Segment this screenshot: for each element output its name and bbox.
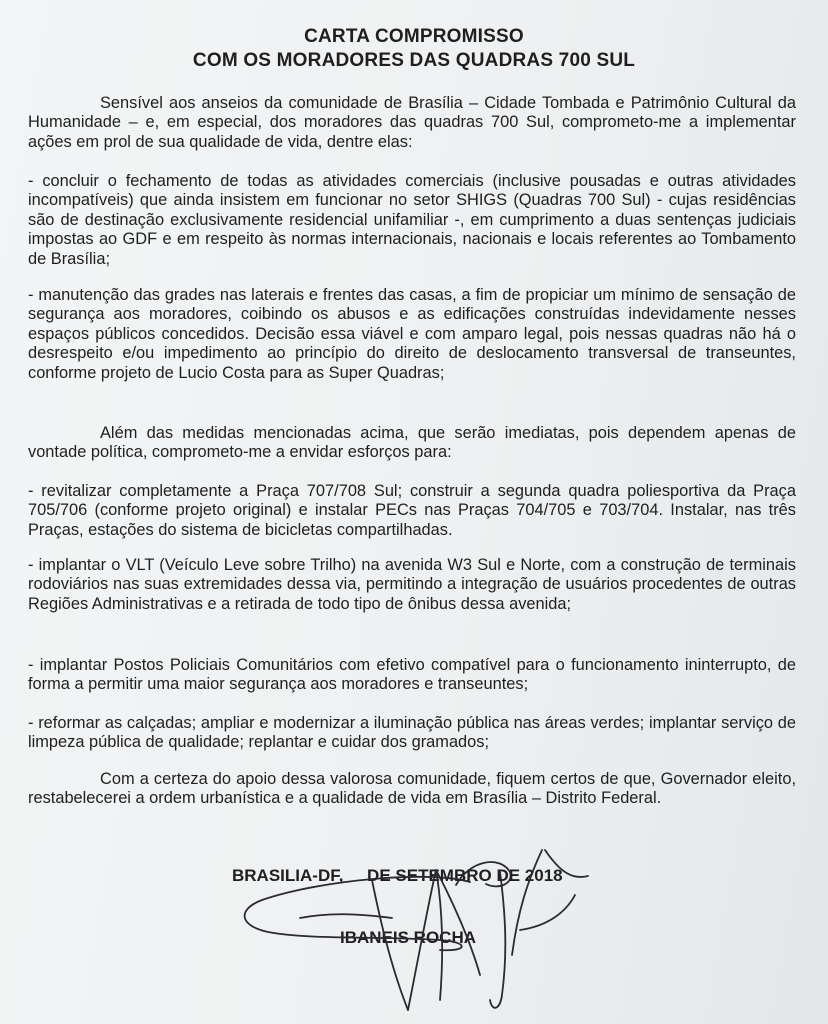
place-date-line: BRASILIA-DF, DE SETEMBRO DE 2018 <box>232 866 563 885</box>
paragraph-further-measures: Além das medidas mencionadas acima, que serão imediatas, pois dependem apenas de vontade política, comprometo-me a envidar esforços para: <box>28 424 796 462</box>
signer-name: IBANEIS ROCHA <box>340 928 477 947</box>
paragraph-sidewalks: - reformar as calçadas; ampliar e modernizar a iluminação pública nas áreas verdes; implantar serviço de limpeza pública de qualidade; replantar e cuidar dos gramados; <box>28 714 796 752</box>
paragraph-intro: Sensível aos anseios da comunidade de Brasília – Cidade Tombada e Patrimônio Cultural da Humanidade – e, em especial, dos moradores das quadras 700 Sul, comprometo-me a implementar ações em prol de sua qualidade de vida, dentre elas: <box>28 94 796 151</box>
paragraph-commercial-closure: - concluir o fechamento de todas as atividades comerciais (inclusive pousadas e outras atividades incompatíveis) que ainda insistem em funcionar no setor SHIGS (Quadras 700 Sul) - cujas residências são de destinação exclusivamente residencial unifamiliar -, em cumprimento a duas sentenças judiciais impostas ao GDF e em respeito às normas internacionais, nacionais e locais referentes ao Tombamento de Brasília; <box>28 172 796 268</box>
paragraph-vlt: - implantar o VLT (Veículo Leve sobre Trilho) na avenida W3 Sul e Norte, com a construção de terminais rodoviários nas suas extremidades dessa via, permitindo a integração de usuários procedentes de outras Regiões Administrativas e a retirada de todo tipo de ônibus dessa avenida; <box>28 556 796 613</box>
paragraph-police: - implantar Postos Policiais Comunitários com efetivo compatível para o funcionamento ininterrupto, de forma a permitir uma maior segurança aos moradores e transeuntes; <box>28 656 796 694</box>
paragraph-squares: - revitalizar completamente a Praça 707/708 Sul; construir a segunda quadra poliesportiva da Praça 705/706 (conforme projeto original) e instalar PECs nas Praças 704/705 e 703/704. Instalar, nas três Praças, estações do sistema de bicicletas compartilhadas. <box>28 482 796 539</box>
paragraph-fences: - manutenção das grades nas laterais e frentes das casas, a fim de propiciar um mínimo de sensação de segurança aos moradores, coibindo os abusos e as edificações construídas indevidamente nesses espaços públicos concedidos. Decisão essa viável e com amparo legal, pois nessas quadras não há o desrespeito e/ou impedimento ao princípio do direito de deslocamento transversal de transeuntes, conforme projeto de Lucio Costa para as Super Quadras; <box>28 286 796 382</box>
paragraph-closing: Com a certeza do apoio dessa valorosa comunidade, fiquem certos de que, Governador eleito, restabelecerei a ordem urbanística e a qualidade de vida em Brasília – Distrito Federal. <box>28 770 796 808</box>
letter-title-line-1: CARTA COMPROMISSO <box>304 26 524 47</box>
letter-title-line-2: COM OS MORADORES DAS QUADRAS 700 SUL <box>192 50 636 71</box>
